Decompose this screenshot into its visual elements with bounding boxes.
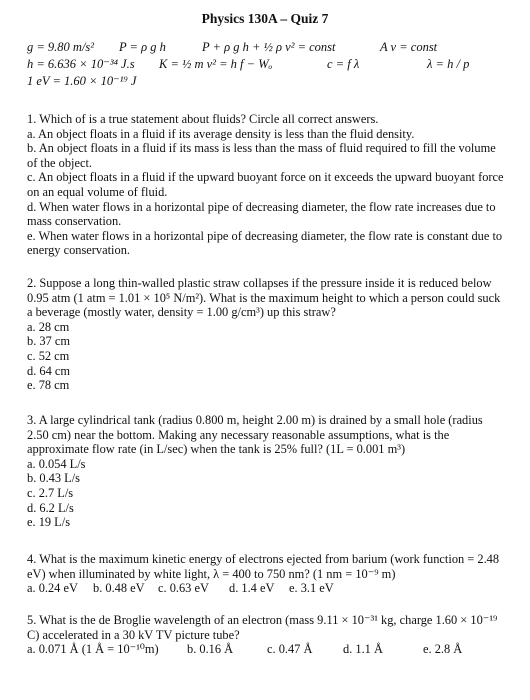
question-1-option-a[interactable]: a. An object floats in a fluid if its average density is less than the fluid density. — [27, 126, 415, 141]
question-5-option-e[interactable]: e. 2.8 Å — [423, 642, 463, 657]
question-3 — [27, 413, 505, 530]
question-5-option-b[interactable]: b. 0.16 Å — [187, 642, 234, 657]
question-1-option-b[interactable]: b. An object floats in a fluid if its mass is less than the mass of fluid required to fill the volume of the object. — [27, 141, 496, 170]
question-4-option-d[interactable]: d. 1.4 eV — [229, 581, 275, 596]
formula-continuity: A v = const — [380, 40, 438, 54]
question-2-stem: 2. Suppose a long thin-walled plastic straw collapses if the pressure inside it is reduced below 0.95 atm (1 atm = 1.01 × 10⁵ N/m²). What is the maximum height to which a person could suck a beverage (mostly water, density = 1.00 g/cm³) up this straw? — [27, 276, 501, 320]
question-2-option-d[interactable]: d. 64 cm — [27, 363, 71, 378]
formula-wave-speed: c = f λ — [327, 57, 360, 71]
question-2-option-b[interactable]: b. 37 cm — [27, 334, 71, 349]
formula-row-1 — [27, 40, 507, 57]
question-4-option-e[interactable]: e. 3.1 eV — [289, 581, 334, 596]
question-5 — [27, 613, 505, 657]
question-4-option-b[interactable]: b. 0.48 eV — [93, 581, 145, 596]
question-2-option-a[interactable]: a. 28 cm — [27, 319, 70, 334]
formula-row-3 — [27, 74, 507, 91]
question-1-option-c[interactable]: c. An object floats in a fluid if the upward buoyant force on it exceeds the upward buoyant force on an equal volume of fluid. — [27, 170, 504, 199]
question-1-option-e[interactable]: e. When water flows in a horizontal pipe of decreasing diameter, the flow rate is constant due to energy conservation. — [27, 228, 503, 258]
question-4 — [27, 552, 505, 596]
question-3-stem: 3. A large cylindrical tank (radius 0.800 m, height 2.00 m) is drained by a small hole (radius 2.50 cm) near the bottom. Making any necessary reasonable assumptions, what is the approximate flow rate (in L/sec) when the tank is 25% full? (1L = 0.001 m³) — [27, 413, 483, 457]
question-5-options — [27, 642, 505, 657]
formula-planck-constant: h = 6.636 × 10⁻³⁴ J.s — [27, 57, 135, 71]
question-2 — [27, 276, 505, 393]
formula-bernoulli: P + ρ g h + ½ ρ v² = const — [202, 40, 336, 54]
question-3-option-d[interactable]: d. 6.2 L/s — [27, 500, 74, 515]
question-3-option-e[interactable]: e. 19 L/s — [27, 515, 71, 530]
question-5-stem: 5. What is the de Broglie wavelength of an electron (mass 9.11 × 10⁻³¹ kg, charge 1.60 × 10⁻¹⁹ C) accelerated in a 30 kV TV picture tube? — [27, 613, 498, 642]
question-3-options — [27, 457, 505, 530]
question-3-option-c[interactable]: c. 2.7 L/s — [27, 485, 74, 500]
formula-hydrostatic-pressure: P = ρ g h — [119, 40, 166, 54]
question-2-options — [27, 320, 505, 393]
question-4-options — [27, 581, 505, 596]
question-4-stem: 4. What is the maximum kinetic energy of electrons ejected from barium (work function = 2.48 eV) when illuminated by white light, λ = 400 to 750 nm? (1 nm = 10⁻⁹ m) — [27, 552, 500, 581]
page-title: Physics 130A – Quiz 7 — [201, 11, 329, 26]
question-3-option-a[interactable]: a. 0.054 L/s — [27, 456, 86, 471]
question-3-option-b[interactable]: b. 0.43 L/s — [27, 471, 81, 486]
formula-photoelectric: K = ½ m v² = h f − Wₒ — [159, 57, 273, 71]
question-4-option-c[interactable]: c. 0.63 eV — [158, 581, 209, 596]
question-1-option-d[interactable]: d. When water flows in a horizontal pipe of decreasing diameter, the flow rate increases due to mass conservation. — [27, 199, 496, 229]
question-1-stem: 1. Which of is a true statement about fluids? Circle all correct answers. — [27, 112, 379, 126]
formula-electron-volt: 1 eV = 1.60 × 10⁻¹⁹ J — [27, 74, 137, 88]
formula-gravity: g = 9.80 m/s² — [27, 40, 95, 54]
question-5-option-d[interactable]: d. 1.1 Å — [343, 642, 383, 657]
formula-de-broglie: λ = h / p — [427, 57, 470, 71]
formula-sheet — [27, 40, 507, 91]
question-5-option-c[interactable]: c. 0.47 Å — [267, 642, 313, 657]
question-1-options — [27, 127, 505, 258]
question-2-option-e[interactable]: e. 78 cm — [27, 378, 70, 393]
question-5-option-a[interactable]: a. 0.071 Å (1 Å = 10⁻¹⁰m) — [27, 642, 159, 657]
question-4-option-a[interactable]: a. 0.24 eV — [27, 581, 78, 596]
formula-row-2 — [27, 57, 507, 74]
question-2-option-c[interactable]: c. 52 cm — [27, 348, 70, 363]
question-1 — [27, 112, 505, 258]
